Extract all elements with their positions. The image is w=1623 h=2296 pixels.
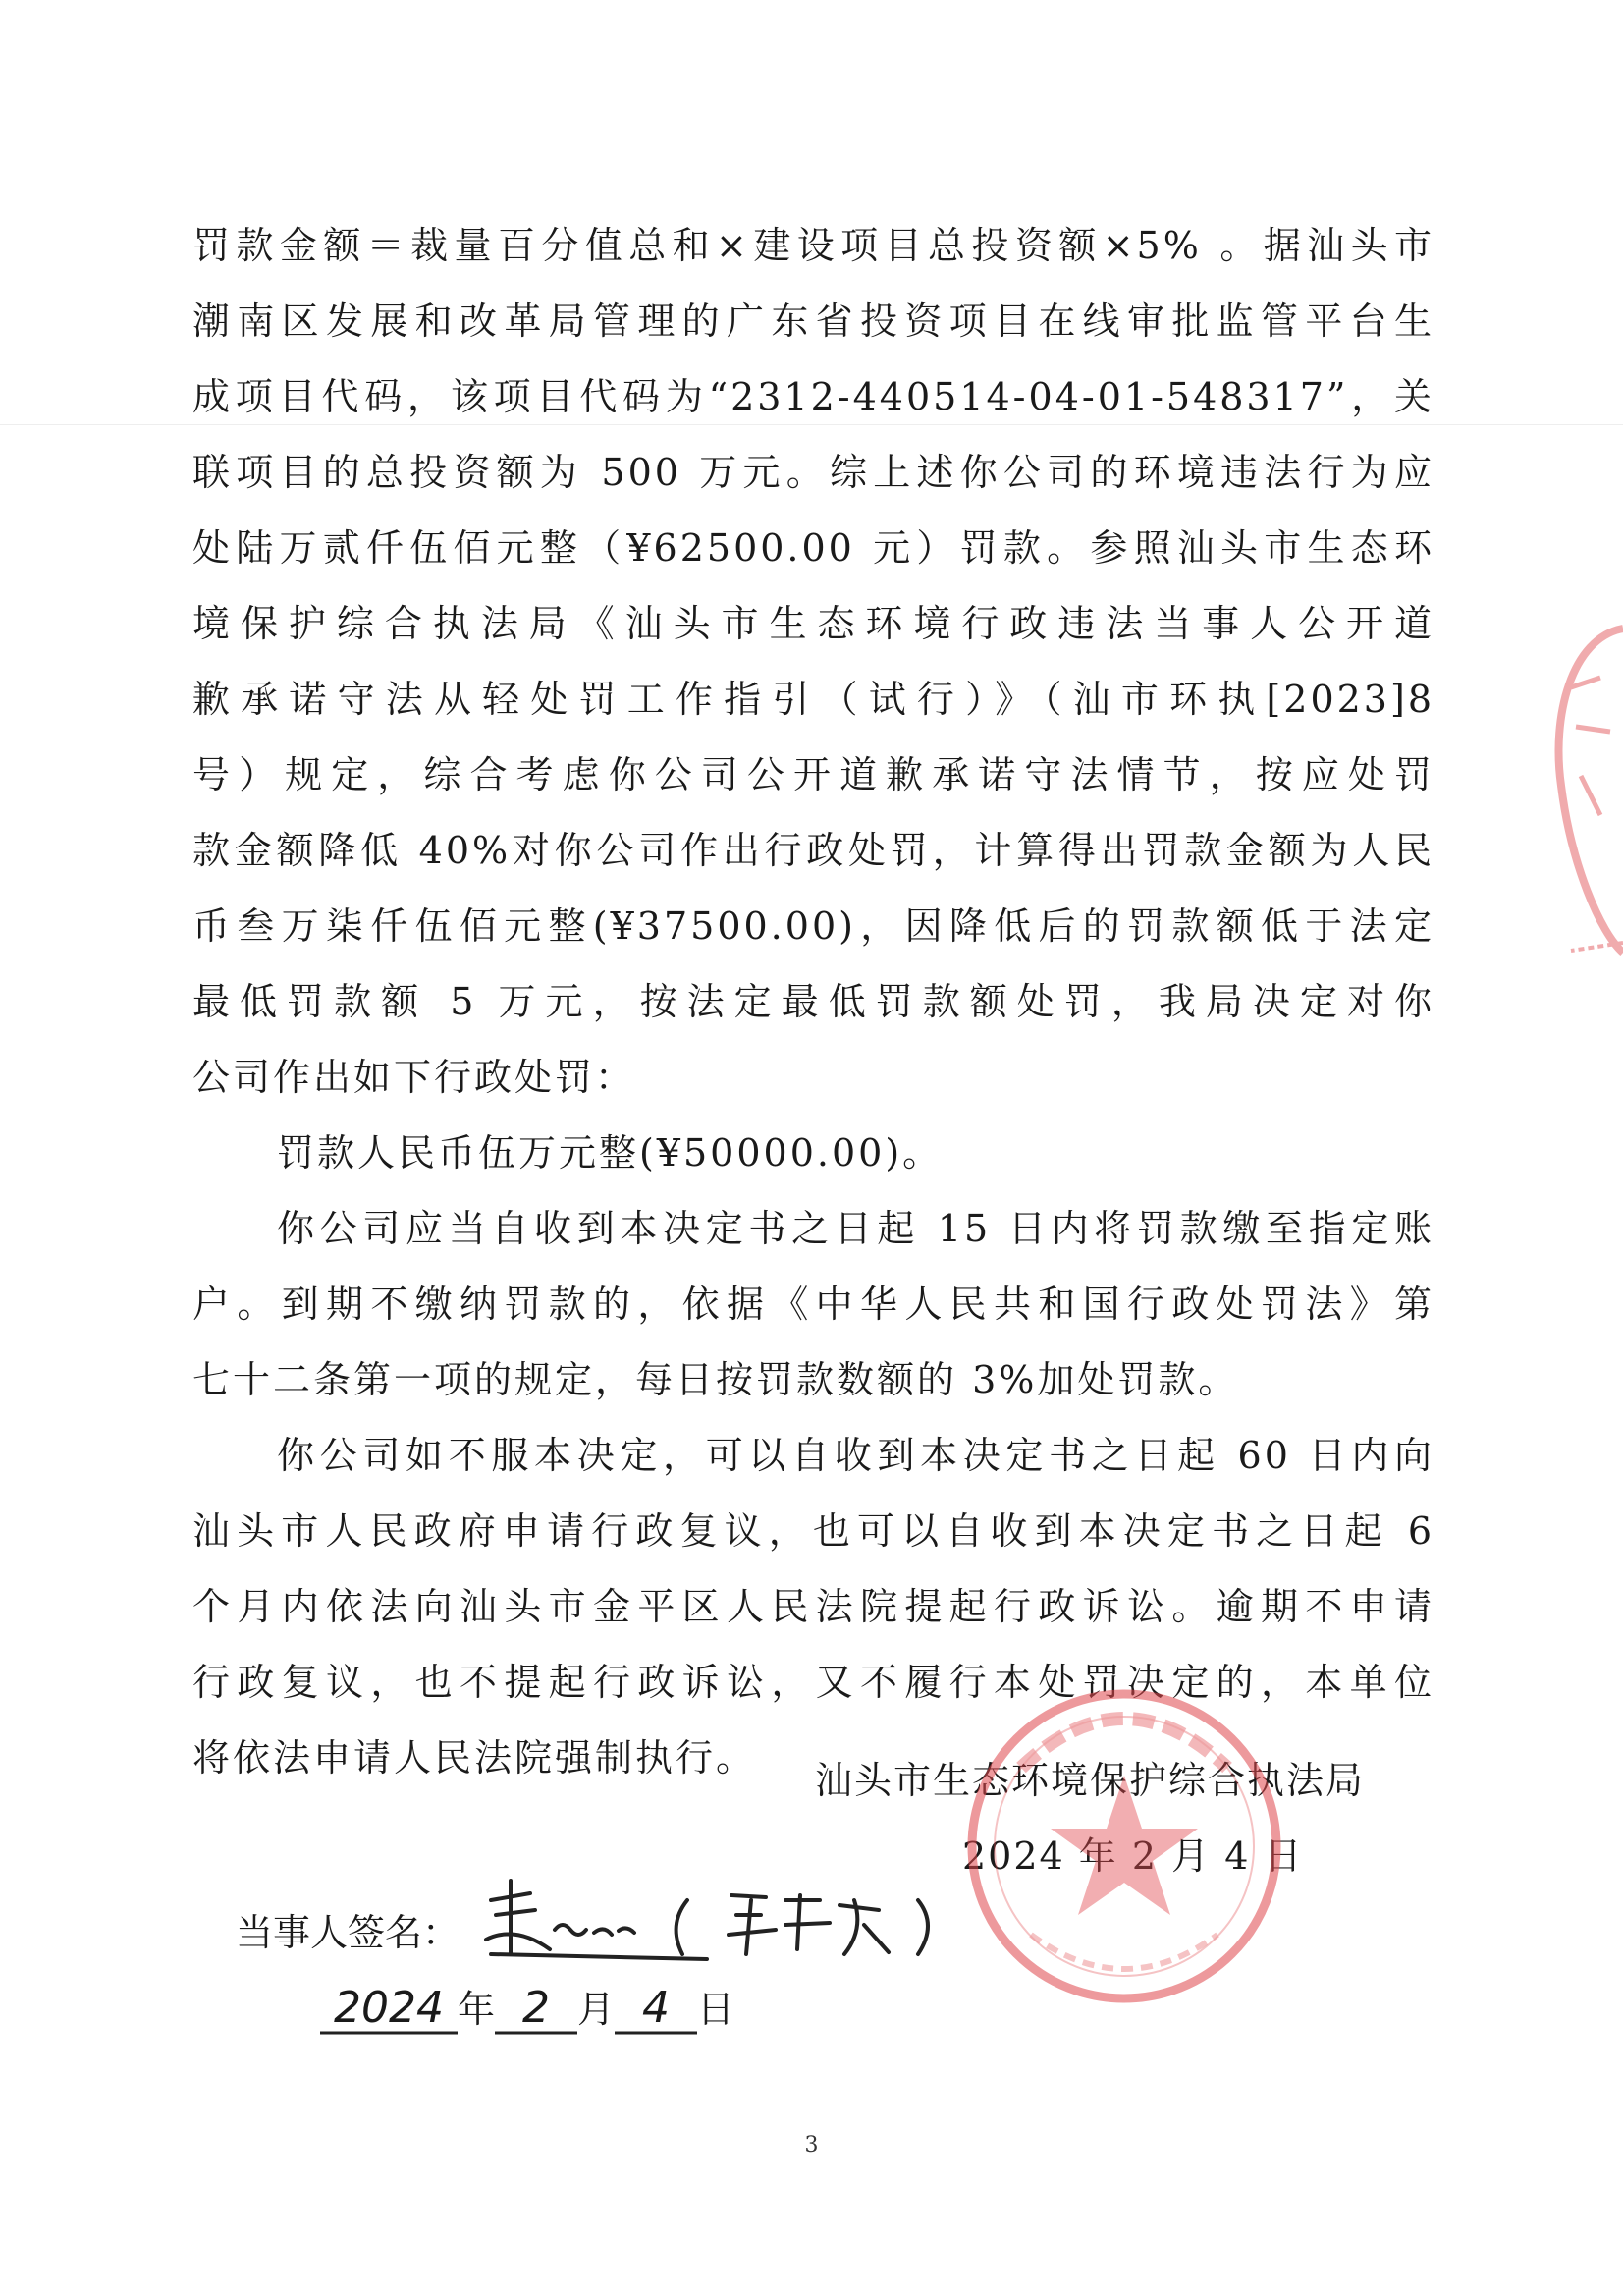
penalty-line: 罚款人民币伍万元整(¥50000.00)。	[277, 1131, 944, 1175]
body-line: 公司作出如下行政处罚：	[192, 1056, 636, 1099]
party-date-day: 4	[642, 1983, 671, 2033]
body-line: 处陆万贰仟伍佰元整（¥62500.00 元）罚款。参照汕头市生态环	[192, 526, 1434, 570]
appeal-line: 行政复议，也不提起行政诉讼，又不履行本处罚决定的，本单位	[192, 1661, 1434, 1704]
party-date-year-unit: 年	[458, 1988, 496, 2031]
body-line: 款金额降低 40%对你公司作出行政处罚，计算得出罚款金额为人民	[192, 829, 1434, 872]
body-line: 号）规定，综合考虑你公司公开道歉承诺守法情节，按应处罚	[192, 753, 1434, 796]
body-line: 歉承诺守法从轻处罚工作指引（试行）》（汕市环执[2023]8	[192, 678, 1434, 721]
edge-seal	[1559, 629, 1623, 953]
issue-date: 2024 年 2 月 4 日	[962, 1834, 1304, 1878]
page-number: 3	[804, 2133, 819, 2158]
party-date-month-unit: 月	[577, 1988, 616, 2031]
issuing-organization: 汕头市生态环境保护综合执法局	[815, 1759, 1366, 1802]
body-line: 罚款金额＝裁量百分值总和×建设项目总投资额×5% 。据汕头市	[192, 224, 1434, 267]
decision-body	[192, 218, 1434, 1806]
party-date-day-unit: 日	[697, 1988, 735, 2031]
body-line: 最低罚款额 5 万元，按法定最低罚款额处罚，我局决定对你	[192, 980, 1434, 1023]
appeal-line: 汕头市人民政府申请行政复议，也可以自收到本决定书之日起 6	[192, 1509, 1434, 1553]
appeal-line: 将依法申请人民法院强制执行。	[192, 1736, 757, 1779]
payment-line: 你公司应当自收到本决定书之日起 15 日内将罚款缴至指定账	[277, 1207, 1434, 1250]
party-signature-label: 当事人签名：	[236, 1911, 460, 1954]
payment-line: 七十二条第一项的规定，每日按罚款数额的 3%加处罚款。	[192, 1358, 1239, 1401]
body-line: 币叁万柒仟伍佰元整(¥37500.00)，因降低后的罚款额低于法定	[192, 904, 1434, 948]
body-line: 境保护综合执法局《汕头市生态环境行政违法当事人公开道	[192, 602, 1434, 645]
party-date-month: 2	[522, 1983, 551, 2033]
party-signature-date	[320, 1981, 734, 2037]
body-line: 潮南区发展和改革局管理的广东省投资项目在线审批监管平台生	[192, 300, 1434, 343]
handwritten-signature	[486, 1881, 928, 1959]
appeal-line: 你公司如不服本决定，可以自收到本决定书之日起 60 日内向	[277, 1434, 1434, 1477]
party-date-year: 2024	[334, 1983, 444, 2033]
appeal-line: 个月内依法向汕头市金平区人民法院提起行政诉讼。逾期不申请	[192, 1585, 1434, 1628]
payment-line: 户。到期不缴纳罚款的，依据《中华人民共和国行政处罚法》第	[192, 1283, 1434, 1326]
body-line: 成项目代码，该项目代码为“2312-440514-04-01-548317”，关	[192, 375, 1434, 418]
body-line: 联项目的总投资额为 500 万元。综上述你公司的环境违法行为应	[192, 451, 1434, 494]
